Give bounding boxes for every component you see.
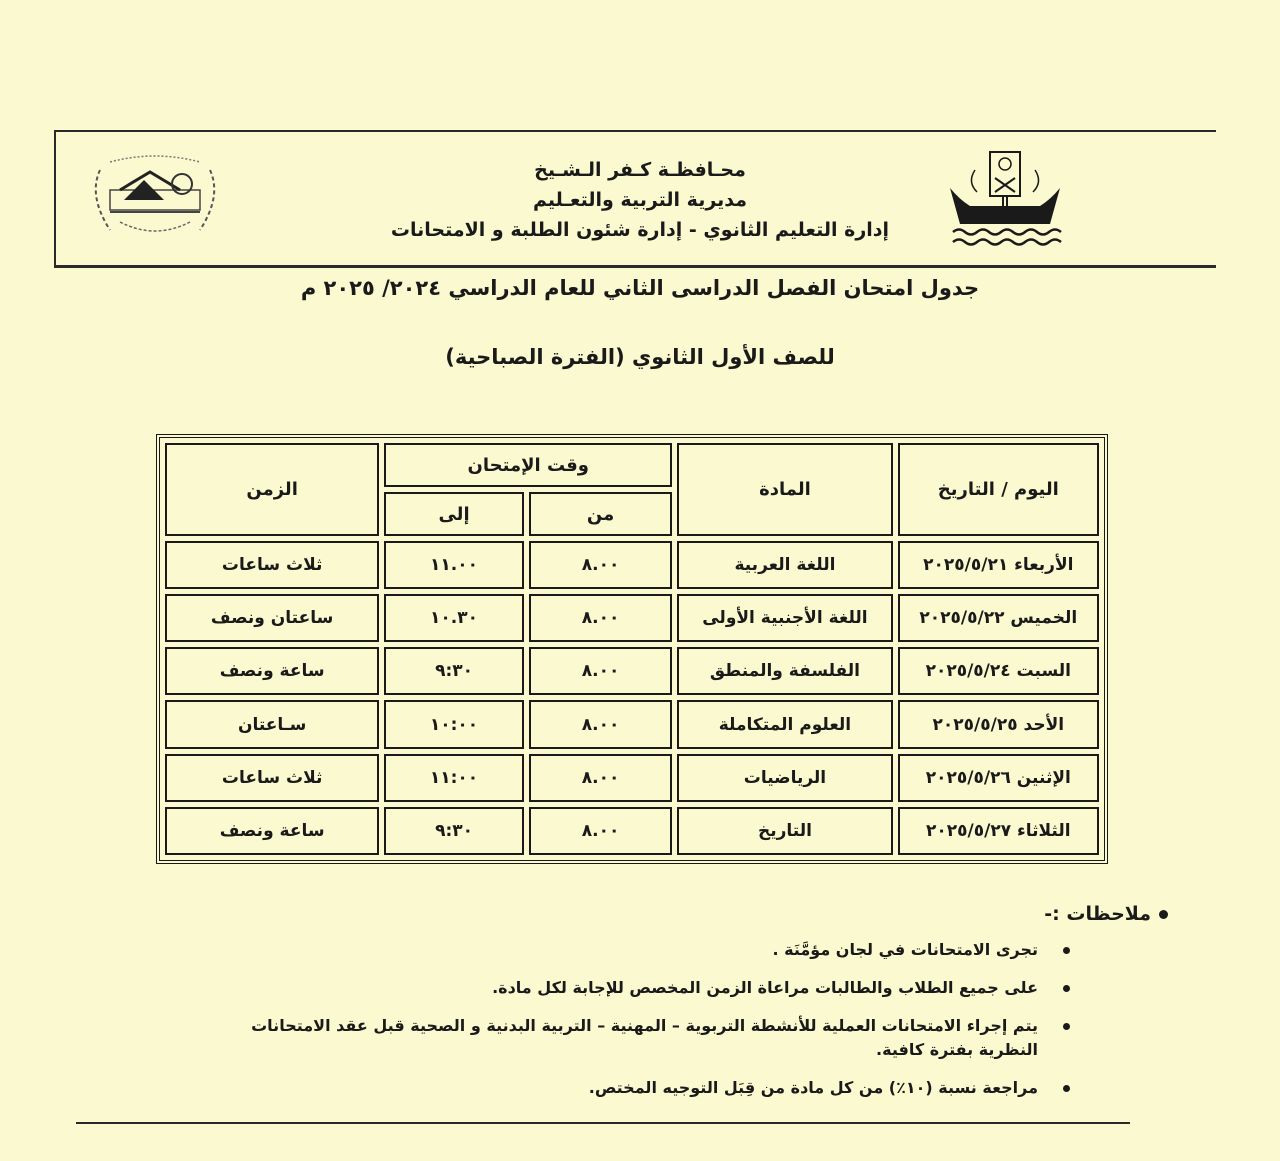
notes-heading <box>1044 903 1168 925</box>
list-item <box>190 938 1070 962</box>
row-from: ٨.٠٠ <box>529 541 672 589</box>
row-to: ١١:٠٠ <box>384 754 524 802</box>
list-item <box>190 1076 1070 1100</box>
table-row <box>165 700 1099 748</box>
row-from: ٨.٠٠ <box>529 647 672 695</box>
table-row <box>165 541 1099 589</box>
row-to: ١٠.٣٠ <box>384 594 524 642</box>
table-row <box>165 754 1099 802</box>
row-to: ١١.٠٠ <box>384 541 524 589</box>
row-date: الثلاثاء ٢٠٢٥/٥/٢٧ <box>898 807 1099 855</box>
bullet-icon <box>1063 947 1070 954</box>
row-duration: ساعة ونصف <box>165 647 379 695</box>
row-subject: العلوم المتكاملة <box>677 700 892 748</box>
row-date: الأحد ٢٠٢٥/٥/٢٥ <box>898 700 1099 748</box>
row-to: ٩:٣٠ <box>384 647 524 695</box>
grade-title: للصف الأول الثانوي (الفترة الصباحية) <box>445 345 835 369</box>
table-row <box>165 647 1099 695</box>
row-duration: سـاعتان <box>165 700 379 748</box>
header-bottom-rule <box>54 265 1216 268</box>
exam-schedule-table-frame <box>156 434 1108 864</box>
notes-list <box>190 938 1070 1114</box>
row-from: ٨.٠٠ <box>529 807 672 855</box>
directorate-name: مديرية التربية والتعـليم <box>532 189 748 211</box>
row-date: السبت ٢٠٢٥/٥/٢٤ <box>898 647 1099 695</box>
table-row <box>165 594 1099 642</box>
row-to: ٩:٣٠ <box>384 807 524 855</box>
governorate-name: محـافظـة كـفر الـشـيخ <box>534 159 746 181</box>
row-from: ٨.٠٠ <box>529 700 672 748</box>
row-from: ٨.٠٠ <box>529 594 672 642</box>
bullet-icon <box>1063 1023 1070 1030</box>
row-subject: اللغة العربية <box>677 541 892 589</box>
list-item <box>190 976 1070 1000</box>
header-text <box>380 155 900 245</box>
ministry-of-education-emblem-icon <box>80 150 230 242</box>
note-text: مراجعة نسبة (١٠٪) من كل مادة من قِبَل التوجيه المختص. <box>588 1078 1038 1097</box>
row-date: الإثنين ٢٠٢٥/٥/٢٦ <box>898 754 1099 802</box>
row-to: ١٠:٠٠ <box>384 700 524 748</box>
note-text: تجرى الامتحانات في لجان مؤمَّنَة . <box>772 940 1038 959</box>
row-subject: التاريخ <box>677 807 892 855</box>
bullet-icon <box>1063 985 1070 992</box>
header-duration: الزمن <box>165 443 379 536</box>
header-to: إلى <box>384 492 524 536</box>
exam-schedule-table <box>160 438 1104 860</box>
row-subject: الرياضيات <box>677 754 892 802</box>
header-exam-time: وقت الإمتحان <box>384 443 672 487</box>
row-date: الخميس ٢٠٢٥/٥/٢٢ <box>898 594 1099 642</box>
kafr-el-sheikh-governorate-emblem-icon <box>945 148 1065 250</box>
row-date: الأربعاء ٢٠٢٥/٥/٢١ <box>898 541 1099 589</box>
header-left-rule <box>54 130 56 268</box>
row-subject: الفلسفة والمنطق <box>677 647 892 695</box>
notes-heading-text: ملاحظات :- <box>1044 903 1151 925</box>
row-duration: ثلاث ساعات <box>165 541 379 589</box>
row-subject: اللغة الأجنبية الأولى <box>677 594 892 642</box>
department-name: إدارة التعليم الثانوي - إدارة شئون الطلبة و الامتحانات <box>390 219 890 241</box>
table-row <box>165 807 1099 855</box>
row-from: ٨.٠٠ <box>529 754 672 802</box>
row-duration: ساعتان ونصف <box>165 594 379 642</box>
footer-rule <box>76 1122 1130 1124</box>
note-text: على جميع الطلاب والطالبات مراعاة الزمن المخصص للإجابة لكل مادة. <box>492 978 1038 997</box>
bullet-icon <box>1063 1085 1070 1092</box>
row-duration: ثلاث ساعات <box>165 754 379 802</box>
schedule-title: جدول امتحان الفصل الدراسى الثاني للعام الدراسي ٢٠٢٤/ ٢٠٢٥ م <box>300 276 980 300</box>
bullet-icon <box>1159 910 1168 919</box>
header-date: اليوم / التاريخ <box>898 443 1099 536</box>
header-subject: المادة <box>677 443 892 536</box>
note-text: يتم إجراء الامتحانات العملية للأنشطة التربوية – المهنية – التربية البدنية و الصحية قبل عقد الامتحانات النظرية بفترة كافية. <box>251 1016 1038 1059</box>
header-from: من <box>529 492 672 536</box>
row-duration: ساعة ونصف <box>165 807 379 855</box>
header-top-rule <box>54 130 1216 132</box>
list-item <box>190 1014 1070 1062</box>
